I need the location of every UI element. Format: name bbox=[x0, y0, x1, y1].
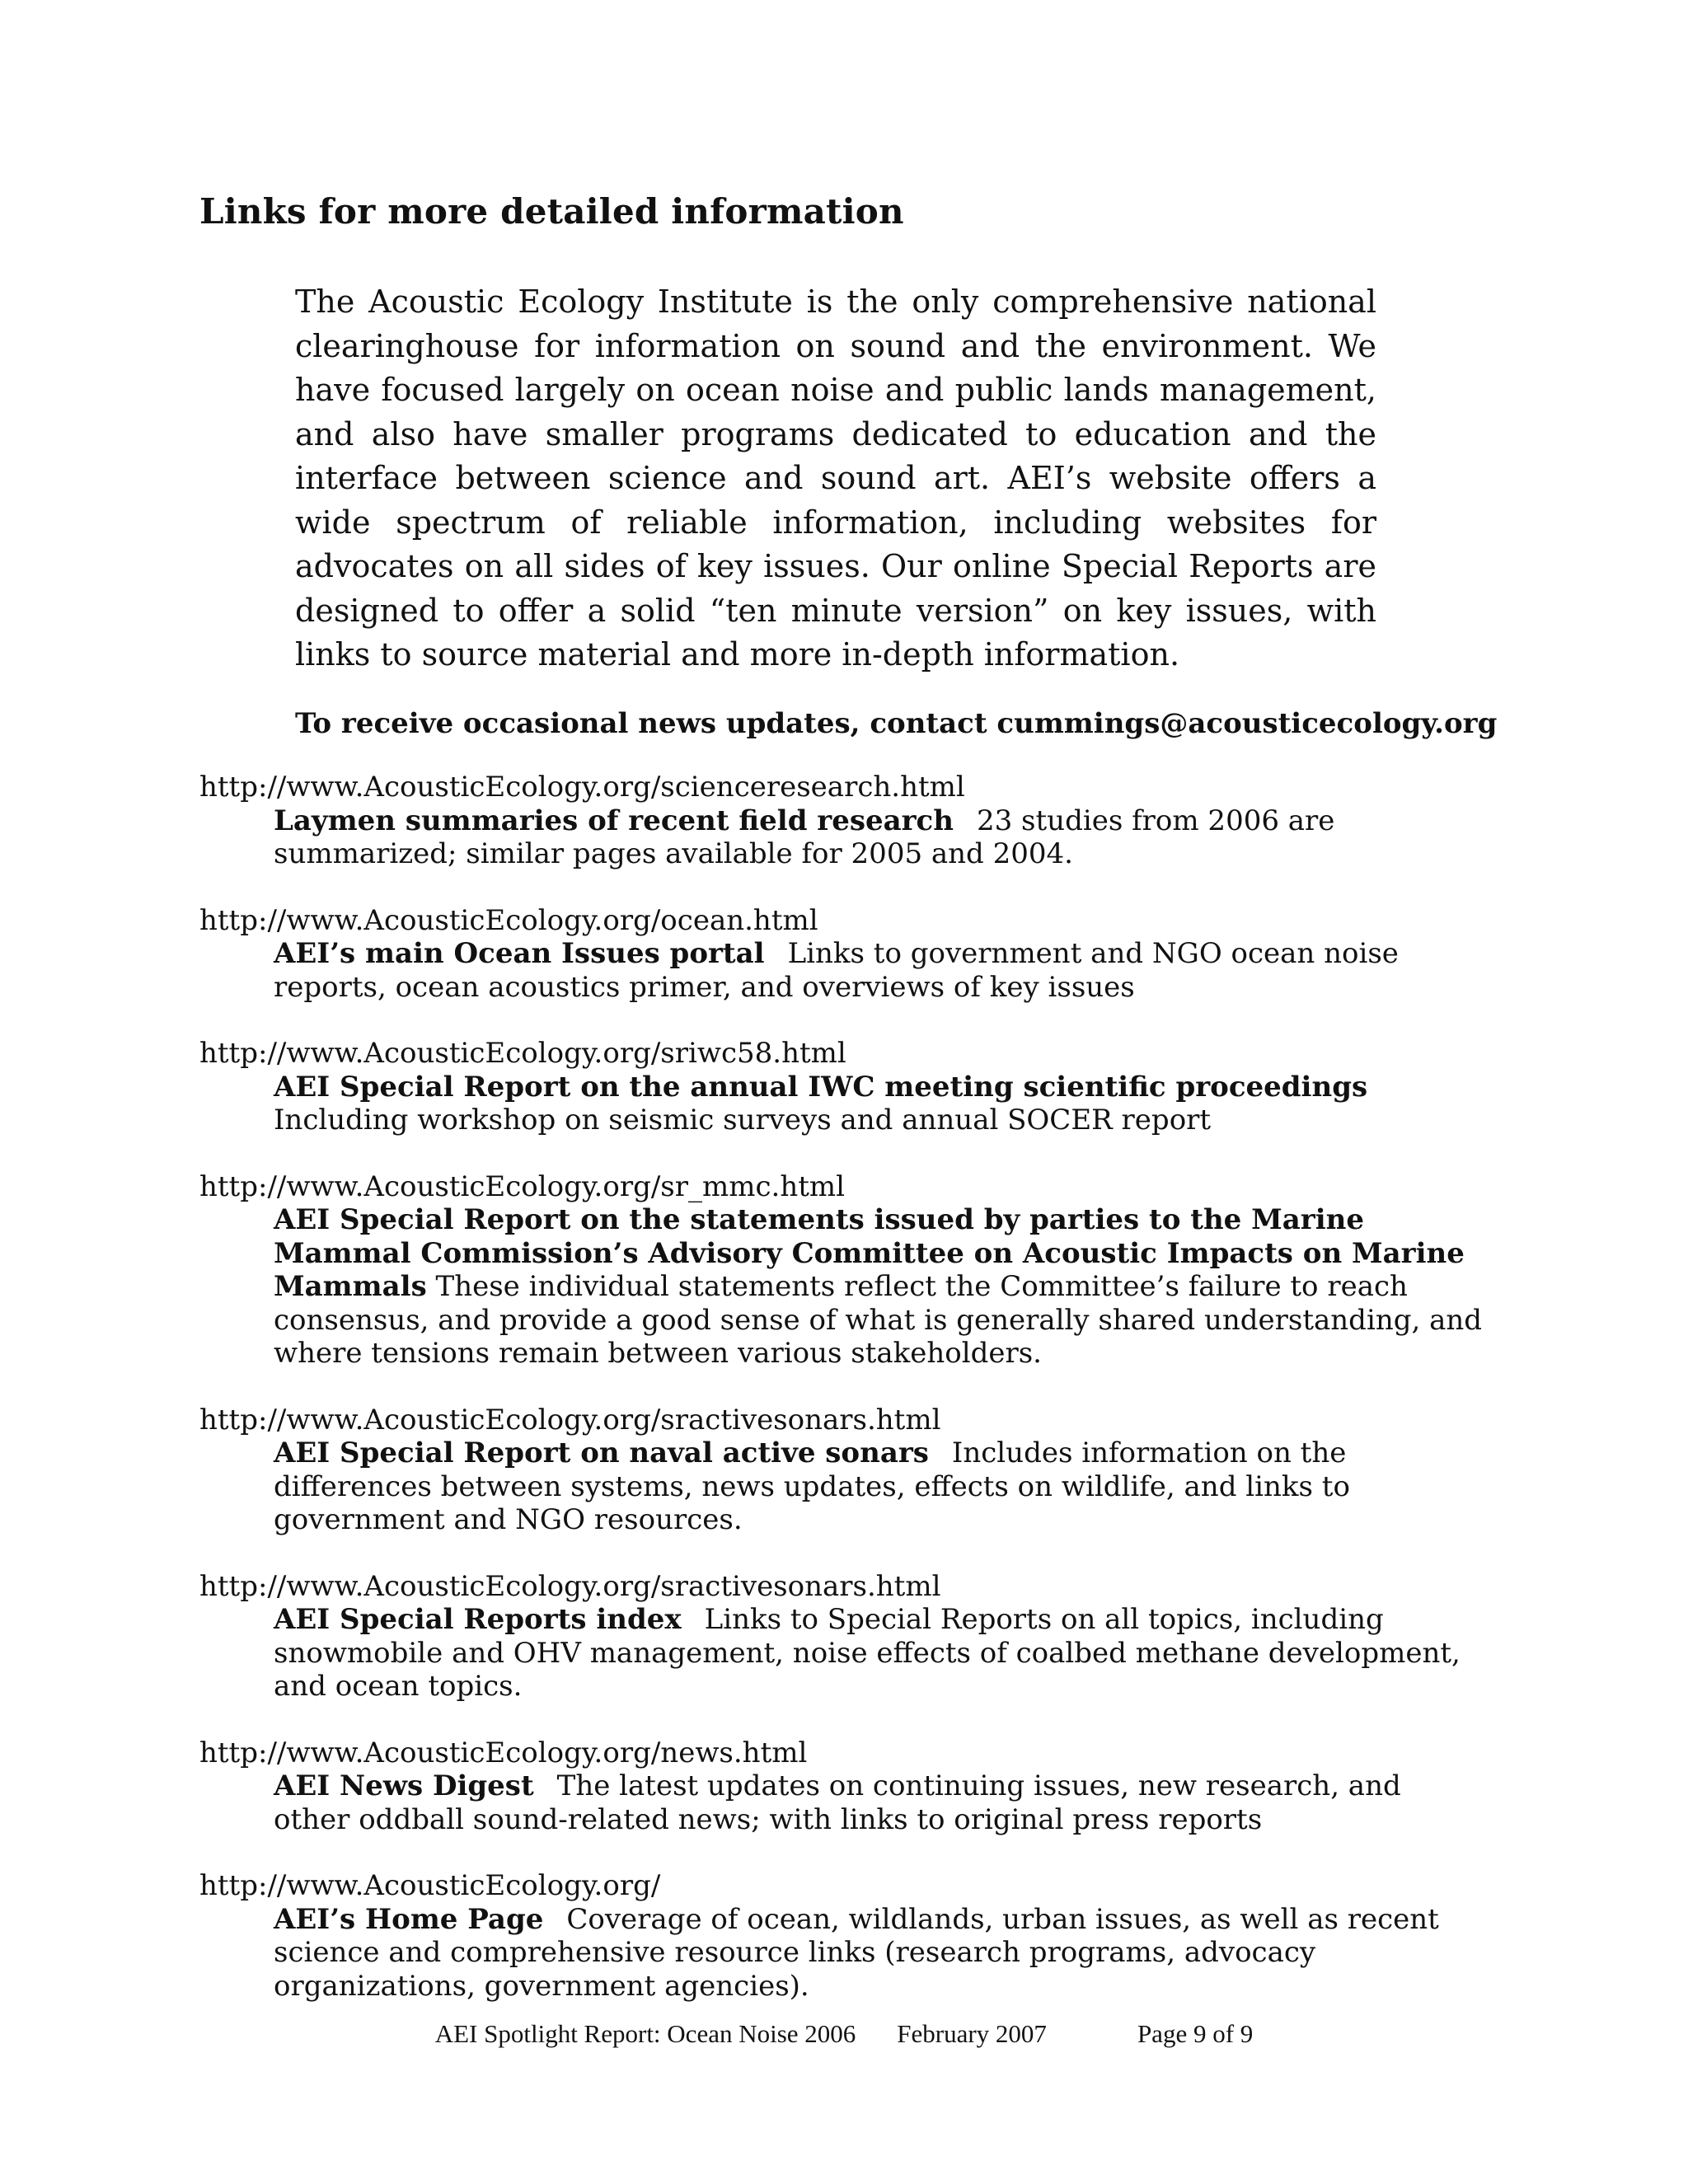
link-description-block bbox=[274, 1769, 1485, 1836]
link-url[interactable]: http://www.AcousticEcology.org/ocean.html bbox=[199, 903, 818, 937]
link-description: Links to government and NGO ocean noise reports, ocean acoustics primer, and overviews of key issues bbox=[274, 937, 1399, 1004]
link-description-block bbox=[274, 937, 1485, 1004]
link-entry bbox=[199, 1736, 1485, 1837]
link-url[interactable]: http://www.AcousticEcology.org/sractivesonars.html bbox=[199, 1569, 941, 1603]
link-list bbox=[199, 771, 1485, 2036]
link-entry bbox=[199, 1869, 1485, 2003]
link-url[interactable]: http://www.AcousticEcology.org/sriwc58.html bbox=[199, 1037, 846, 1070]
link-title: AEI’s main Ocean Issues portal bbox=[274, 937, 765, 970]
link-url[interactable]: http://www.AcousticEcology.org/sr_mmc.html bbox=[199, 1169, 846, 1203]
page-footer bbox=[0, 2019, 1688, 2049]
link-description: Coverage of ocean, wildlands, urban issues, as well as recent science and comprehensive resource links (research programs, advocacy organizations, government agencies). bbox=[274, 1902, 1439, 2003]
footer-page-number: Page 9 of 9 bbox=[1137, 2019, 1254, 2048]
link-entry bbox=[199, 771, 1485, 871]
link-description-block bbox=[274, 804, 1485, 871]
subscribe-notice: To receive occasional news updates, contact cummings@acousticecology.org bbox=[295, 707, 1498, 740]
link-description-block bbox=[274, 1203, 1485, 1371]
link-url[interactable]: http://www.AcousticEcology.org/news.html bbox=[199, 1736, 808, 1769]
link-description: Including workshop on seismic surveys and annual SOCER report bbox=[274, 1104, 1212, 1137]
link-url[interactable]: http://www.AcousticEcology.org/scienceresearch.html bbox=[199, 771, 965, 804]
link-entry bbox=[199, 1037, 1485, 1137]
link-entry bbox=[199, 904, 1485, 1005]
link-entry bbox=[199, 1170, 1485, 1371]
link-title: AEI News Digest bbox=[274, 1769, 534, 1802]
link-title: AEI Special Reports index bbox=[274, 1603, 682, 1636]
section-heading: Links for more detailed information bbox=[199, 191, 904, 232]
link-title: Laymen summaries of recent field research bbox=[274, 804, 954, 837]
link-description-block bbox=[274, 1071, 1485, 1137]
link-description-block bbox=[274, 1436, 1485, 1537]
link-url[interactable]: http://www.AcousticEcology.org/sractivesonars.html bbox=[199, 1403, 941, 1436]
footer-report-title: AEI Spotlight Report: Ocean Noise 2006 bbox=[434, 2019, 856, 2048]
link-description: 23 studies from 2006 are summarized; similar pages available for 2005 and 2004. bbox=[274, 804, 1335, 870]
link-description: Links to Special Reports on all topics, including snowmobile and OHV management, noise effects of coalbed methane development, and ocean topics. bbox=[274, 1603, 1461, 1703]
link-title: AEI’s Home Page bbox=[274, 1902, 544, 1936]
link-entry bbox=[199, 1404, 1485, 1537]
link-title: AEI Special Report on the annual IWC meeting scientific proceedings bbox=[274, 1070, 1368, 1104]
link-description-block bbox=[274, 1603, 1485, 1704]
intro-paragraph: The Acoustic Ecology Institute is the only comprehensive national clearinghouse for information on sound and the environment. We have focused largely on ocean noise and public lands management, and also have smaller programs dedicated to education and the interface between science and sound art. AEI’s website offers a wide spectrum of reliable information, including websites for advocates on all sides of key issues. Our online Special Reports are designed to offer a solid “ten minute version” on key issues, with links to source material and more in-depth information. bbox=[295, 284, 1376, 673]
footer-date: February 2007 bbox=[897, 2019, 1047, 2048]
link-title: AEI Special Report on the statements issued by parties to the Marine Mammal Commission’s Advisory Committee on Acoustic Impacts on Marine Mammals bbox=[274, 1203, 1465, 1303]
link-description-block bbox=[274, 1903, 1485, 2004]
link-description: The latest updates on continuing issues, new research, and other oddball sound-related news; with links to original press reports bbox=[274, 1769, 1401, 1836]
link-description: These individual statements reflect the Committee’s failure to reach consensus, and provide a good sense of what is generally shared understanding, and where tensions remain between various stakeholders. bbox=[274, 1270, 1483, 1370]
link-entry bbox=[199, 1570, 1485, 1704]
link-title: AEI Special Report on naval active sonars bbox=[274, 1436, 929, 1469]
link-url[interactable]: http://www.AcousticEcology.org/ bbox=[199, 1869, 661, 1902]
link-description: Includes information on the differences between systems, news updates, effects on wildlife, and links to government and NGO resources. bbox=[274, 1436, 1350, 1536]
